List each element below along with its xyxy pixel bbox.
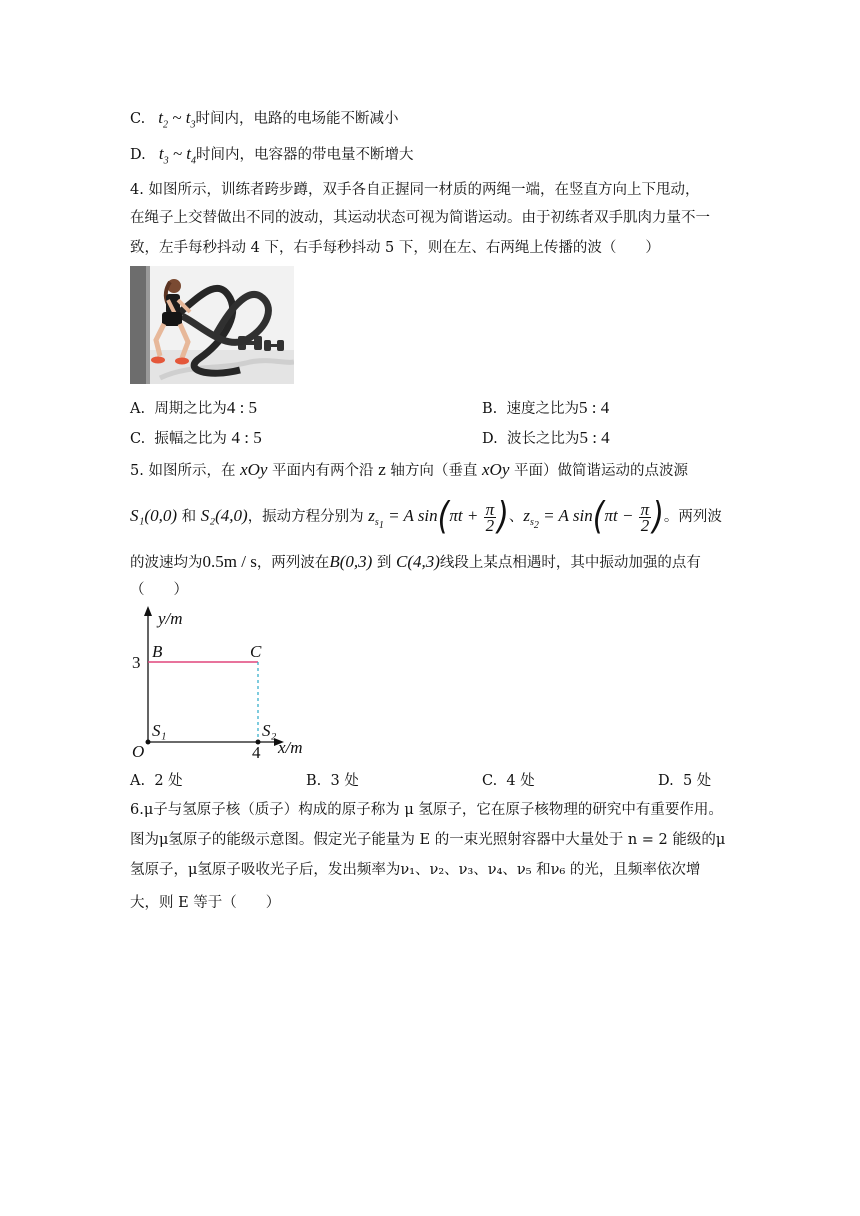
option-text: 速度之比为: [506, 401, 579, 417]
source-s2: S₂(4,0): [200, 506, 248, 525]
option-letter: B.: [482, 401, 498, 417]
stem-text: 平面）做简谐运动的点波源: [509, 463, 688, 479]
option-letter: A.: [130, 401, 146, 417]
equation-z-s1: $z_{s_1} = A$ sin(πt + $\frac{\pi}{2}$ ): [368, 494, 509, 539]
plane-label: xOy: [240, 460, 268, 479]
wave-speed: 0.5m / s: [202, 552, 257, 571]
stem-text: ，振动方程分别为: [247, 509, 364, 525]
stem-text: 和: [181, 509, 197, 525]
q4-option-b[interactable]: [482, 398, 609, 419]
source-s1: S₁(0,0): [130, 506, 177, 525]
x-axis-label: x/m: [278, 738, 303, 757]
q6-stem-line-1: 6.μ子与氢原子核（质子）构成的原子称为 μ 氢原子，它在原子核物理的研究中有重要作用。: [130, 802, 723, 818]
option-letter: C.: [130, 111, 146, 127]
point-c: C(4,3): [396, 552, 440, 571]
q5-option-c[interactable]: [482, 771, 535, 791]
option-text: 周期之比为: [154, 401, 227, 417]
q4-stem-line-2: 在绳子上交替做出不同的波动，其运动状态可视为简谐运动。由于初练者双手肌肉力量不一: [130, 210, 710, 226]
q5-option-b[interactable]: [306, 771, 359, 791]
y-axis-label: y/m: [158, 609, 183, 628]
coordinate-diagram: [128, 606, 314, 766]
q5-answer-blank: （ ）: [130, 582, 188, 598]
stem-text: 平面内有两个沿 z 轴方向（垂直: [267, 463, 483, 479]
point-b: B(0,3): [329, 552, 373, 571]
stem-text: 。两列波: [663, 509, 722, 525]
label-b: B: [152, 642, 163, 661]
option-letter: C.: [482, 773, 498, 789]
equation-z-s2: $z_{s_2} = A$ sin(πt − $\frac{\pi}{2}$ ): [523, 494, 664, 539]
option-letter: B.: [306, 773, 322, 789]
option-text: 时间内，电路的电场能不断减小: [195, 111, 399, 127]
option-letter: C.: [130, 431, 146, 447]
option-text: 4 处: [506, 773, 535, 789]
label-s1: S₁: [152, 721, 167, 740]
q6-stem-line-4: 大，则 E 等于（ ）: [130, 895, 281, 911]
option-text: 时间内，电容器的带电量不断增大: [195, 147, 414, 163]
q5-option-a[interactable]: [130, 771, 183, 791]
q5-stem-line-1: [130, 460, 688, 481]
tick-label-y: 3: [132, 653, 141, 672]
option-letter: D.: [130, 147, 146, 163]
tick-label-x: 4: [252, 743, 261, 762]
stem-text: 5. 如图所示，在: [130, 463, 241, 479]
stem-text: 的波速均为: [130, 555, 203, 571]
label-c: C: [250, 642, 262, 661]
option-letter: A.: [130, 773, 146, 789]
stem-text: ，两列波在: [256, 555, 330, 571]
y-axis-arrow: [144, 606, 152, 616]
point-s1: [146, 740, 151, 745]
option-letter: D.: [658, 773, 674, 789]
q5-option-d[interactable]: [658, 771, 711, 791]
origin-label: O: [132, 742, 145, 761]
q4-option-c[interactable]: [130, 428, 262, 449]
ratio: 5 : 4: [578, 398, 610, 417]
stem-text: 、: [508, 509, 524, 525]
ratio: 5 : 4: [579, 428, 610, 447]
stem-text: 线段上某点相遇时，其中振动加强的点有: [439, 555, 701, 571]
q5-stem-line-2: [130, 494, 722, 544]
q4-stem-line-1: 4. 如图所示，训练者跨步蹲，双手各自正握同一材质的两绳一端，在竖直方向上下甩动，: [130, 182, 700, 198]
plane-label: xOy: [482, 460, 510, 479]
time-interval: $t_2$ ~ $t_3$: [149, 108, 196, 131]
q4-option-d[interactable]: [482, 428, 610, 449]
option-text: 5 处: [682, 773, 712, 789]
option-text: 波长之比为: [506, 431, 580, 447]
q3-option-d: [130, 144, 413, 171]
q5-stem-line-3: [130, 552, 701, 573]
q4-stem-line-3: 致，左手每秒抖动 4 下，右手每秒抖动 5 下，则在左、右两绳上传播的波（ ）: [130, 240, 660, 256]
ratio: 4 : 5: [226, 398, 258, 417]
battle-rope-training-photo: [130, 266, 294, 384]
option-text: 振幅之比为: [154, 431, 232, 447]
stem-text: 到: [372, 555, 396, 571]
q6-stem-line-3: 氢原子，μ氢原子吸收光子后，发出频率为ν₁、ν₂、ν₃、ν₄、ν₅ 和ν₆ 的光，且频率依次增: [130, 862, 701, 878]
label-s2: S₂: [262, 721, 277, 740]
time-interval: $t_3$ ~ $t_4$: [150, 144, 196, 167]
q6-stem-line-2: 图为μ氢原子的能级示意图。假定光子能量为 E 的一束光照射容器中大量处于 n = 2 能级的μ: [130, 832, 726, 848]
q3-option-c: [130, 108, 398, 135]
ratio: 4 : 5: [231, 428, 262, 447]
option-letter: D.: [482, 431, 498, 447]
q4-option-a[interactable]: [130, 398, 257, 419]
option-text: 2 处: [154, 773, 183, 789]
option-text: 3 处: [330, 773, 359, 789]
